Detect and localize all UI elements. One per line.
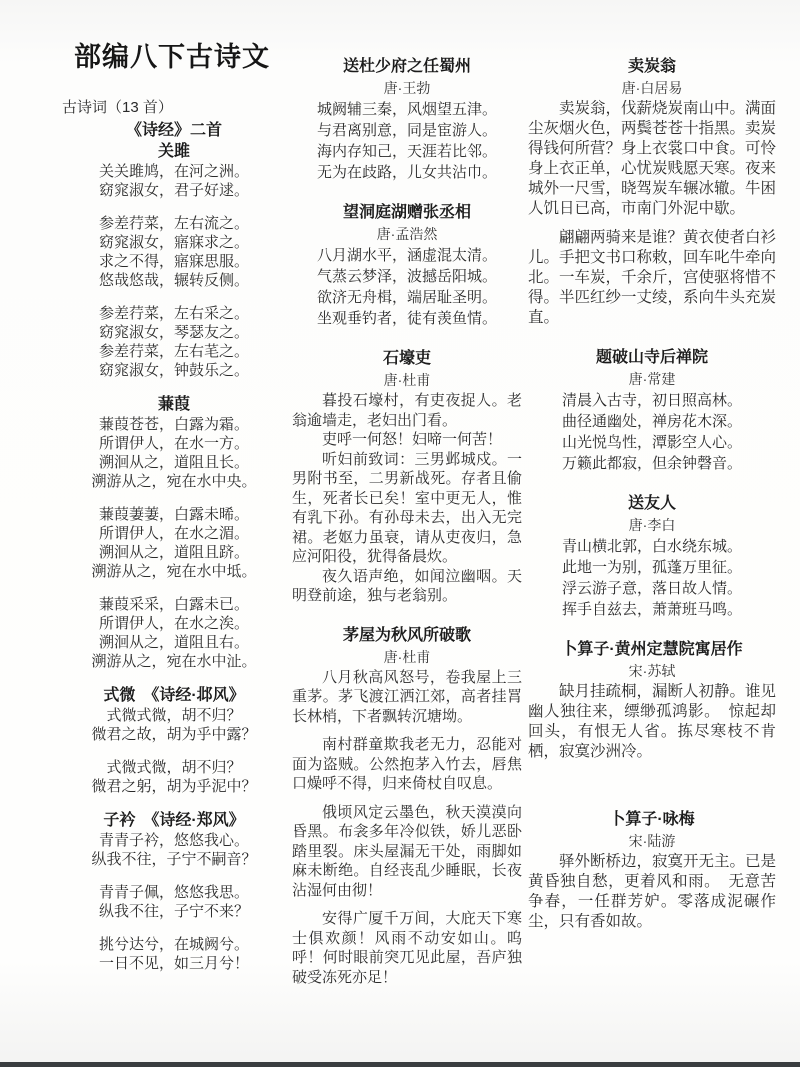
poem-paragraph: 缺月挂疏桐，漏断人初静。谁见幽人独往来，缥缈孤鸿影。 惊起却回头，有恨无人省。拣尽寒枝不肯栖，寂寞沙洲冷。 <box>528 683 777 760</box>
verse-line: 气蒸云梦泽，波撼岳阳城。 <box>316 268 497 285</box>
verse-line: 青山横北郭，白水绕东城。 <box>561 538 742 555</box>
paragraph-gap <box>292 900 522 909</box>
verse-line: 参差荇菜，左右流之。 <box>98 215 249 232</box>
verse-line: 所谓伊人，在水之涘。 <box>98 615 249 632</box>
poem-paragraph: 安得广厦千万间，大庇天下寒士俱欢颜！风雨不动安如山。呜呼！何时眼前突兀见此屋，吾庐独破受冻死亦足！ <box>292 910 522 986</box>
stanza-gap <box>528 795 776 809</box>
poem-title: 式微 《诗经·邶风》 <box>103 687 245 704</box>
stanza-gap <box>62 491 286 505</box>
verse-line: 微君之故，胡为乎中露？ <box>91 726 257 743</box>
section-gap <box>528 620 776 639</box>
column-middle <box>292 56 522 987</box>
poem-title: 卜算子·咏梅 <box>609 811 695 828</box>
poem-title: 望洞庭湖赠张丞相 <box>342 204 471 221</box>
poem-title: 题破山寺后禅院 <box>595 349 708 366</box>
verse-line: 城阙辅三秦，风烟望五津。 <box>316 101 497 118</box>
verse-line: 浮云游子意，落日故人情。 <box>561 580 742 597</box>
poem-title: 子衿 《诗经·郑风》 <box>103 812 245 829</box>
verse-line: 蒹葭采采，白露未已。 <box>98 596 249 613</box>
verse-line: 窈窕淑女，君子好逑。 <box>98 182 249 199</box>
verse-line: 溯游从之，宛在水中央。 <box>91 473 257 490</box>
column-right <box>528 56 776 932</box>
verse-line: 蒹葭苍苍，白露为霜。 <box>98 416 249 433</box>
bottom-edge-bar <box>0 1062 800 1067</box>
verse-line: 溯洄从之，道阻且跻。 <box>98 544 249 561</box>
verse-line: 挥手自兹去，萧萧班马鸣。 <box>561 601 742 618</box>
poem-author: 唐·杜甫 <box>383 372 431 388</box>
poem-author: 唐·孟浩然 <box>376 226 438 242</box>
verse-line: 青青子佩，悠悠我思。 <box>98 884 249 901</box>
verse-line: 欲济无舟楫，端居耻圣明。 <box>316 289 497 306</box>
poem-paragraph: 听妇前致词：三男邺城戍。一男附书至，二男新战死。存者且偷生，死者长已矣！室中更无人，惟有乳下孙。有孙母未去，出入无完裙。老妪力虽衰，请从吏夜归，急应河阳役，犹得备晨炊。 <box>292 450 522 565</box>
verse-line: 挑兮达兮，在城阙兮。 <box>98 936 249 953</box>
poem-title: 送友人 <box>627 495 676 512</box>
section-gap <box>528 762 776 781</box>
poem-title: 石壕吏 <box>382 350 431 367</box>
poem-paragraph: 吏呼一何怒！妇啼一何苦！ <box>322 431 503 448</box>
verse-line: 一日不见，如三月兮！ <box>98 955 249 972</box>
poem-title: 茅屋为秋风所破歌 <box>342 626 471 644</box>
verse-line: 关关雎鸠，在河之洲。 <box>98 163 249 180</box>
verse-line: 海内存知己，天涯若比邻。 <box>316 143 497 160</box>
column-left <box>62 34 286 973</box>
poem-title: 卖炭翁 <box>627 58 676 75</box>
section-gap <box>292 606 522 625</box>
poem-author: 宋·苏轼 <box>628 663 676 679</box>
poem-paragraph: 八月秋高风怒号，卷我屋上三重茅。茅飞渡江洒江郊，高者挂罥长林梢，下者飘转沉塘坳。 <box>292 668 522 725</box>
verse-line: 求之不得，寤寐思服。 <box>98 253 249 270</box>
verse-line: 参差荇菜，左右采之。 <box>98 305 249 322</box>
verse-line: 窈窕淑女，钟鼓乐之。 <box>98 362 249 379</box>
poem-title: 卜算子·黄州定慧院寓居作 <box>561 641 743 658</box>
poem-author: 唐·常建 <box>628 371 676 387</box>
poem-paragraph: 夜久语声绝，如闻泣幽咽。天明登前途，独与老翁别。 <box>292 567 522 604</box>
verse-line: 参差荇菜，左右芼之。 <box>98 343 249 360</box>
collection-count-label: 古诗词（13 首） <box>62 99 173 116</box>
poem-paragraph: 翩翩两骑来是谁？黄衣使者白衫儿。手把文书口称敕，回车叱牛牵向北。一车炭，千余斤，宫使驱将惜不得。半匹红纱一丈绫，系向牛头充炭直。 <box>528 229 777 326</box>
verse-line: 与君离别意，同是宦游人。 <box>316 122 497 139</box>
stanza-gap <box>62 796 286 810</box>
stanza-gap <box>62 921 286 935</box>
verse-line: 溯游从之，宛在水中沚。 <box>91 653 257 670</box>
verse-line: 窈窕淑女，寤寐求之。 <box>98 234 249 251</box>
verse-line: 式微式微，胡不归？ <box>106 759 242 776</box>
verse-line: 纵我不往，子宁不嗣音？ <box>91 851 257 868</box>
poem-paragraph: 南村群童欺我老无力，忍能对面为盗贼。公然抱茅入竹去，唇焦口燥呼不得，归来倚杖自叹息。 <box>292 736 522 792</box>
verse-line: 蒹葭萋萋，白露未晞。 <box>98 506 249 523</box>
verse-line: 此地一为别，孤蓬万里征。 <box>561 559 742 576</box>
stanza-gap <box>62 200 286 214</box>
verse-line: 清晨入古寺，初日照高林。 <box>561 392 742 409</box>
verse-line: 纵我不往，子宁不来？ <box>98 903 249 920</box>
verse-line: 无为在歧路，儿女共沾巾。 <box>316 164 497 181</box>
verse-line: 所谓伊人，在水一方。 <box>98 435 249 452</box>
paragraph-gap <box>528 219 776 228</box>
verse-line: 八月湖水平，涵虚混太清。 <box>316 247 497 264</box>
section-gap <box>528 474 776 493</box>
verse-line: 溯游从之，宛在水中坻。 <box>91 563 257 580</box>
poem-title: 送杜少府之任蜀州 <box>342 58 471 75</box>
paragraph-gap <box>292 794 522 803</box>
verse-line: 悠哉悠哉，辗转反侧。 <box>98 272 249 289</box>
poem-author: 唐·王勃 <box>383 80 431 96</box>
poem-paragraph: 驿外断桥边，寂寞开无主。已是黄昏独自愁，更着风和雨。 无意苦争春，一任群芳妒。零落成泥碾作尘，只有香如故。 <box>528 853 777 930</box>
poem-title: 《诗经》二首 <box>125 122 222 139</box>
verse-line: 窈窕淑女，琴瑟友之。 <box>98 324 249 341</box>
poem-paragraph: 卖炭翁，伐薪烧炭南山中。满面尘灰烟火色，两鬓苍苍十指黑。卖炭得钱何所营？身上衣裳口中食。可怜身上衣正单，心忧炭贱愿天寒。夜来城外一尺雪，晓驾炭车辗冰辙。牛困人饥日已高，市南门外泥中歇。 <box>528 100 777 217</box>
verse-line: 溯洄从之，道阻且右。 <box>98 634 249 651</box>
poem-paragraph: 暮投石壕村，有吏夜捉人。老翁逾墙走，老妇出门看。 <box>292 392 522 429</box>
stanza-gap <box>62 869 286 883</box>
stanza-gap <box>62 581 286 595</box>
poem-author: 宋·陆游 <box>628 833 676 849</box>
stanza-gap <box>528 781 776 795</box>
verse-line: 溯洄从之，道阻且长。 <box>98 454 249 471</box>
poem-title: 蒹葭 <box>157 396 190 413</box>
stanza-gap <box>62 380 286 394</box>
verse-line: 青青子衿，悠悠我心。 <box>98 832 249 849</box>
section-gap <box>292 329 522 348</box>
stanza-gap <box>62 290 286 304</box>
section-gap <box>292 183 522 202</box>
verse-line: 微君之躬，胡为乎泥中？ <box>91 778 257 795</box>
stanza-gap <box>62 671 286 685</box>
verse-line: 山光悦鸟性，潭影空人心。 <box>561 434 742 451</box>
poem-title: 关雎 <box>157 143 190 160</box>
stanza-gap <box>62 744 286 758</box>
poem-paragraph: 俄顷风定云墨色，秋天漠漠向昏黑。布衾多年冷似铁，娇儿恶卧踏里裂。床头屋漏无干处，雨脚如麻未断绝。自经丧乱少睡眠，长夜沾湿何由彻！ <box>292 803 522 899</box>
verse-line: 所谓伊人，在水之湄。 <box>98 525 249 542</box>
verse-line: 曲径通幽处，禅房花木深。 <box>561 413 742 430</box>
poem-author: 唐·杜甫 <box>383 648 431 665</box>
paragraph-gap <box>292 726 522 735</box>
poem-author: 唐·白居易 <box>621 80 683 96</box>
verse-line: 万籁此都寂，但余钟磬音。 <box>561 455 742 472</box>
verse-line: 式微式微，胡不归？ <box>106 707 242 724</box>
page-title: 部编八下古诗文 <box>74 42 270 72</box>
poem-author: 唐·李白 <box>628 517 676 533</box>
verse-line: 坐观垂钓者，徒有羡鱼情。 <box>316 310 497 327</box>
section-gap <box>528 328 776 347</box>
